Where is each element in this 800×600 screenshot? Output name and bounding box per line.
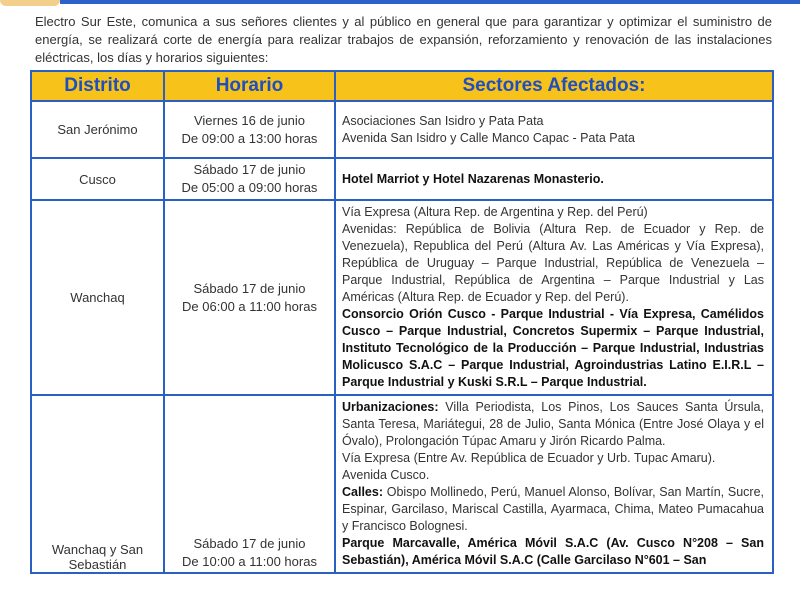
header-sectores: Sectores Afectados: [335,71,773,101]
sectors-cell [335,395,773,573]
sector-text: Obispo Mollinedo, Perú, Manuel Alonso, Bolívar, San Martín, Sucre, Espinar, Garcilaso, Mariscal Castilla, Ayarmaca, Chima, Mateo Pumacahua y Francisco Bolognesi. [342,485,764,533]
district-cell: Wanchaq [31,200,164,395]
table-row [31,158,773,200]
banner-tab-decoration [0,0,60,6]
district-cell: San Jerónimo [31,101,164,158]
district-cell: Wanchaq y San Sebastián [31,395,164,573]
schedule-day: Sábado 17 de junio [193,536,306,551]
sector-line [342,399,764,450]
sector-line: Asociaciones San Isidro y Pata Pata [342,113,544,128]
header-distrito: Distrito [31,71,164,101]
schedule-cell [164,200,335,395]
schedule-cell [164,158,335,200]
sector-line: Avenidas: República de Bolivia (Altura Rep. de Ecuador y Rep. de Venezuela), Republica del Perú (Altura Av. Las Américas y Vía Expresa), República de Uruguay – Parque Industrial, República de Venezuela – Parque Industrial, República de Argentina – Parque Industrial y Las Américas (Altura Rep. de Ecuador y Rep. del Perú). [342,222,764,304]
sector-label: Urbanizaciones: [342,400,439,414]
sector-label: Calles: [342,485,383,499]
sectors-cell [335,200,773,395]
banner-blue-stripe [60,0,800,4]
schedule-cell [164,395,335,573]
table-header-row [31,71,773,101]
sector-line: Avenida Cusco. [342,468,430,482]
sector-line: Avenida San Isidro y Calle Manco Capac - Pata Pata [342,130,635,145]
sector-line: Vía Expresa (Altura Rep. de Argentina y Rep. del Perú) [342,205,648,219]
sector-line: Consorcio Orión Cusco - Parque Industrial - Vía Expresa, Camélidos Cusco – Parque Industrial, Concretos Supermix – Parque Industrial, Instituto Tecnológico de la Producción – Parque Industrial, Industrias Molicusco S.A.C – Parque Industrial, Agroindustrias Latino E.I.R.L – Parque Industrial y Kuski S.R.L – Parque Industrial. [342,307,764,389]
schedule-time: De 06:00 a 11:00 horas [182,298,317,314]
sectors-cell [335,101,773,158]
header-horario: Horario [164,71,335,101]
schedule-time: De 10:00 a 11:00 horas [182,554,317,569]
district-cell: Cusco [31,158,164,200]
top-banner [0,0,800,10]
schedule-day: Viernes 16 de junio [193,112,306,128]
sector-text: Villa Periodista, Los Pinos, Los Sauces Santa Úrsula, Santa Teresa, Mariátegui, 28 de Julio, Santa Mónica (Entre José Olaya y el Óvalo), Prolongación Túpac Amaru y Jirón Ricardo Palma. [342,400,764,448]
sectors-cell [335,158,773,200]
sector-line: Hotel Marriot y Hotel Nazarenas Monasterio. [342,171,604,186]
sector-line [342,484,764,535]
schedule-time: De 09:00 a 13:00 horas [181,130,318,146]
sector-line: Vía Expresa (Entre Av. República de Ecuador y Urb. Tupac Amaru). [342,451,716,465]
table-row [31,200,773,395]
intro-paragraph: Electro Sur Este, comunica a sus señores clientes y al público en general que para garantizar y optimizar el suministro de energía, se realizará corte de energía para realizar trabajos de expansión, reforzamiento y renovación de las instalaciones eléctricas, los días y horarios siguientes: [35,14,772,65]
schedule-day: Sábado 17 de junio [193,280,306,296]
schedule-time: De 05:00 a 09:00 horas [181,180,318,195]
table-row [31,101,773,158]
table-row [31,395,773,573]
schedule-cell [164,101,335,158]
outage-schedule-table [30,70,774,574]
schedule-day: Sábado 17 de junio [193,162,306,177]
sector-line: Parque Marcavalle, América Móvil S.A.C (Av. Cusco N°208 – San Sebastián), América Móvil S.A.C (Calle Garcilaso N°601 – San [342,536,764,567]
